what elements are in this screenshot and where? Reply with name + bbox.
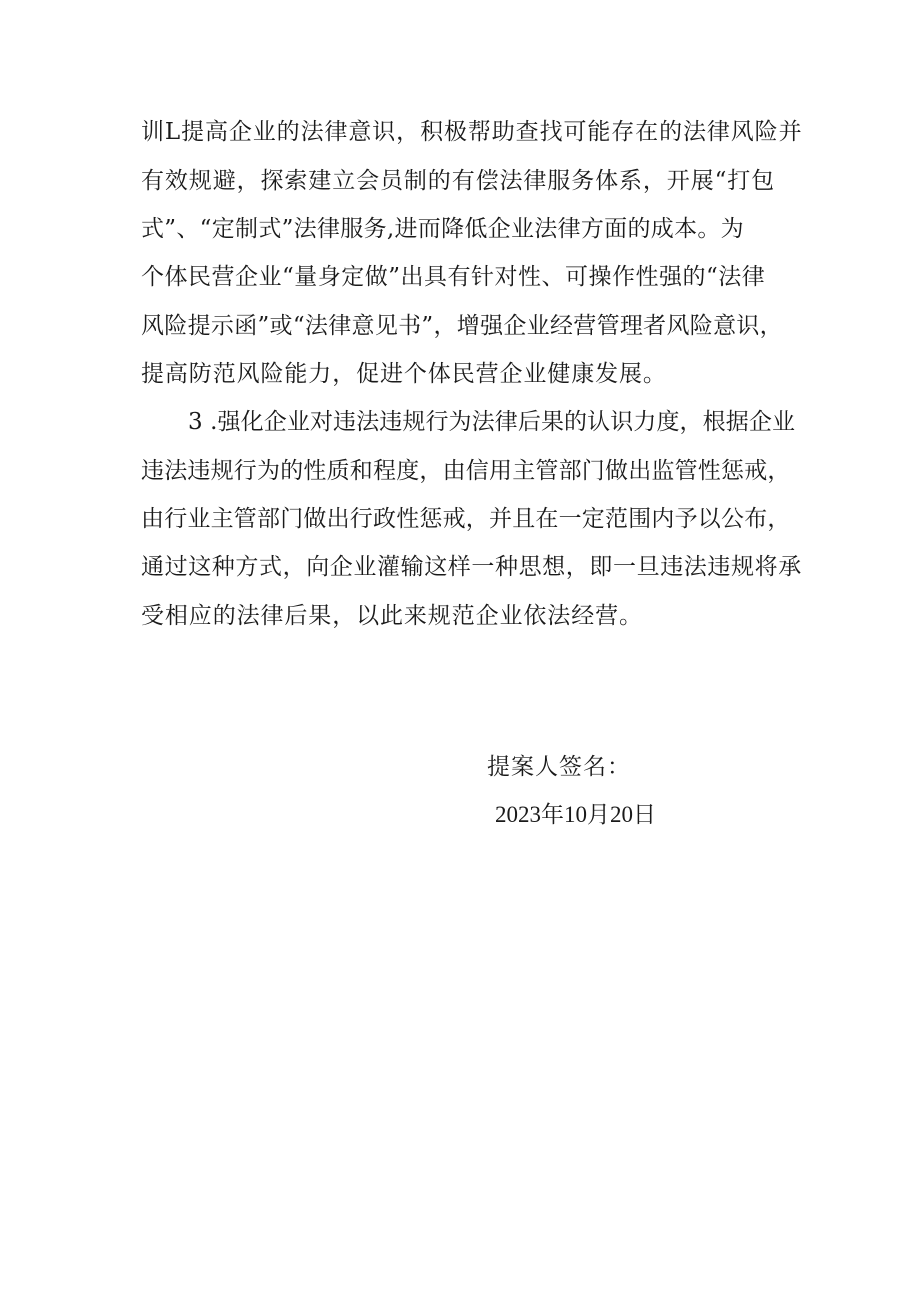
paragraph-line: 个体民营企业“量身定做”出具有针对性、可操作性强的“法律: [141, 264, 766, 290]
paragraph-line: 3 .强化企业对违法违规行为法律后果的认识力度，根据企业: [188, 409, 796, 435]
paragraph-line: 由行业主管部门做出行政性惩戒，并且在一定范围内予以公布，: [141, 506, 791, 532]
paragraph-line: 有效规避，探索建立会员制的有偿法律服务体系，开展“打包: [141, 168, 776, 194]
paragraph-line: 式”、“定制式”法律服务,进而降低企业法律方面的成本。为: [141, 216, 744, 242]
paragraph-line: 风险提示函”或“法律意见书”，增强企业经营管理者风险意识，: [141, 313, 783, 339]
paragraph-line: 训L提高企业的法律意识，积极帮助查找可能存在的法律风险并: [141, 119, 803, 145]
date-text: 2023年10月20日: [495, 802, 656, 827]
paragraph-line: 通过这种方式，向企业灌输这样一种思想，即一旦违法违规将承: [141, 554, 802, 580]
paragraph-line: 提高防范风险能力，促进个体民营企业健康发展。: [141, 361, 667, 387]
paragraph-line: 受相应的法律后果，以此来规范企业依法经营。: [141, 603, 643, 629]
signature-label: 提案人签名：: [487, 754, 631, 780]
paragraph-line: 违法违规行为的性质和程度，由信用主管部门做出监管性惩戒，: [141, 458, 791, 484]
